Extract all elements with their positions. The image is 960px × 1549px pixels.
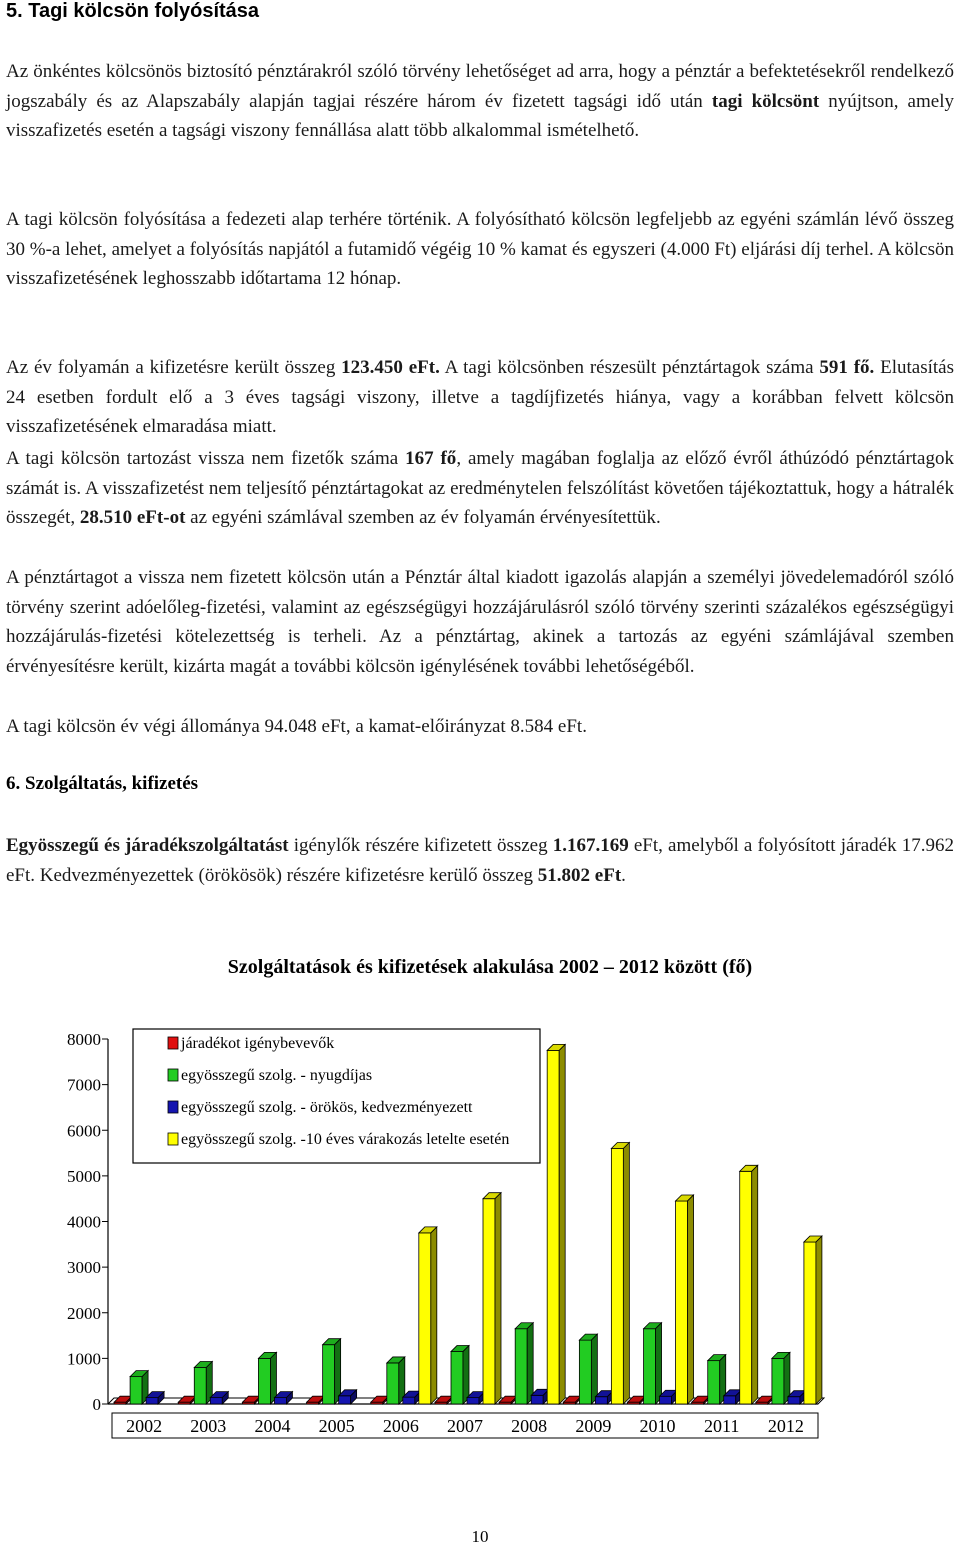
legend-swatch: [168, 1037, 178, 1049]
bar-side-4-2011: [752, 1165, 758, 1404]
bar-3-2006: [403, 1397, 415, 1404]
y-tick-label: 8000: [67, 1030, 101, 1049]
y-tick-label: 6000: [67, 1121, 101, 1141]
legend-swatch: [168, 1101, 178, 1113]
y-tick-label: 7000: [67, 1075, 101, 1095]
x-tick-label: 2010: [639, 1416, 676, 1436]
bar-3-2007: [467, 1398, 479, 1404]
section-6-title: 6. Szolgáltatás, kifizetés: [6, 773, 199, 794]
page-number: 10: [471, 1527, 489, 1546]
section-5-paragraph-1: Az önkéntes kölcsönös biztosító pénztárakról szóló törvény lehetőséget ad arra, hogy a pénztár a befektetésekről rendelkező jogszabály és az Alapszabály alapján tagjai részére három év fizetett tagsági idő után tagi kölcsönt nyújtson, amely visszafizetés esetén a tagsági viszony fennállása alatt több alkalommal ismételhető.: [6, 61, 954, 141]
bar-2-2009: [579, 1340, 591, 1404]
legend-label: egyösszegű szolg. - örökös, kedvezményezett: [181, 1099, 473, 1116]
section-5-paragraph-3: Az év folyamán a kifizetésre került összeg 123.450 eFt. A tagi kölcsönben részesült pénztártagok száma 591 fő. Elutasítás 24 esetben fordult elő a 3 éves tagsági viszony, illetve a tagdíjfizetés hiánya, vagy a korábban felvett kölcsön visszafizetésének elmaradása miatt.: [6, 357, 954, 437]
bar-4-2012: [804, 1242, 816, 1404]
bar-3-2011: [724, 1396, 736, 1404]
x-tick-label: 2004: [254, 1416, 291, 1436]
bar-side-2-2007: [463, 1346, 469, 1404]
bar-side-4-2008: [559, 1044, 565, 1404]
bar-2-2012: [772, 1358, 784, 1404]
bar-4-2008: [547, 1050, 559, 1404]
section-6-paragraph-1: Egyösszegű és járadékszolgáltatást igénylők részére kifizetett összeg 1.167.169 eFt, amelyből a folyósított járadék 17.962 eFt. Kedvezményezettek (örökösök) részére kifizetésre kerülő összeg 51.802 eFt.: [6, 835, 954, 886]
bar-3-2010: [660, 1396, 672, 1404]
y-tick-label: 5000: [67, 1166, 101, 1186]
legend-swatch: [168, 1069, 178, 1081]
bar-3-2009: [595, 1397, 607, 1404]
x-tick-label: 2006: [382, 1416, 419, 1436]
y-tick-label: 4000: [67, 1212, 101, 1232]
bar-2-2011: [708, 1361, 720, 1404]
bar-side-2-2009: [591, 1334, 597, 1404]
bar-3-2003: [210, 1398, 222, 1404]
x-tick-label: 2005: [318, 1416, 355, 1436]
bar-4-2006: [419, 1233, 431, 1404]
section-5-title: 5. Tagi kölcsön folyósítása: [6, 0, 260, 22]
bar-4-2011: [740, 1171, 752, 1404]
x-tick-label: 2007: [447, 1416, 483, 1436]
bar-2-2003: [194, 1368, 206, 1405]
legend-label: egyösszegű szolg. -10 éves várakozás letelte esetén: [181, 1131, 510, 1148]
legend-swatch: [168, 1133, 178, 1145]
y-tick-label: 3000: [67, 1258, 101, 1278]
section-5-paragraph-5: A pénztártagot a vissza nem fizetett kölcsön után a Pénztár által kiadott igazolás alapján a személyi jövedelemadóról szóló törvény szerint adóelőleg-fizetési, valamint az egészségügyi hozzájárulásról szóló törvény szerinti százalékos egészségügyi hozzájárulás-fizetési kötelezettség is terheli. Az a pénztártag, akinek a tartozás az egyéni számlájával szemben érvényesítésre került, kizárta magát a további kölcsön igénylésének további lehetőségéből.: [6, 567, 954, 677]
bar-4-2007: [483, 1199, 495, 1404]
bar-side-4-2010: [688, 1195, 694, 1404]
bar-2-2010: [644, 1329, 656, 1404]
section-5-paragraph-4: A tagi kölcsön tartozást vissza nem fizetők száma 167 fő, amely magában foglalja az előző évről áthúzódó pénztártagok számát is. A visszafizetést nem teljesítő pénztártagokat az eredménytelen felszólítást követően tájékoztattuk, hogy a hátralék összegét, 28.510 eFt-ot az egyéni számlával szemben az év folyamán érvényesítettük.: [6, 448, 954, 528]
legend-label: egyösszegű szolg. - nyugdíjas: [181, 1067, 373, 1084]
bar-side-4-2012: [816, 1236, 822, 1404]
x-tick-label: 2008: [511, 1416, 548, 1436]
x-tick-label: 2002: [126, 1416, 163, 1436]
bar-2-2004: [258, 1358, 270, 1404]
x-tick-label: 2011: [704, 1416, 740, 1436]
bar-3-2008: [531, 1395, 543, 1404]
bar-side-4-2009: [623, 1143, 629, 1405]
section-5-paragraph-6: A tagi kölcsön év végi állománya 94.048 eFt, a kamat-előirányzat 8.584 eFt.: [6, 716, 587, 737]
x-tick-label: 2003: [190, 1416, 227, 1436]
legend-label: járadékot igénybevevők: [181, 1035, 335, 1052]
bar-3-2002: [146, 1398, 158, 1404]
y-tick-label: 0: [92, 1395, 101, 1414]
bar-2-2002: [130, 1377, 142, 1404]
x-tick-label: 2012: [767, 1416, 804, 1436]
bar-side-2-2008: [527, 1323, 533, 1404]
bar-side-4-2006: [431, 1227, 437, 1404]
y-tick-label: 2000: [67, 1303, 101, 1323]
bar-side-2-2010: [656, 1323, 662, 1404]
bar-2-2005: [323, 1345, 335, 1404]
section-5-paragraph-2: A tagi kölcsön folyósítása a fedezeti alap terhére történik. A folyósítható kölcsön legfeljebb az egyéni számlán lévő összeg 30 %-a lehet, amelyet a folyósítás napjától a futamidő végéig 10 % kamat és egyszeri (4.000 Ft) eljárási díj terhel. A kölcsön visszafizetésének leghosszabb időtartama 12 hónap.: [6, 209, 954, 289]
y-tick-label: 1000: [67, 1349, 101, 1369]
bar-3-2012: [788, 1397, 800, 1404]
chart-title: Szolgáltatások és kifizetések alakulása 2002 – 2012 között (fő): [227, 956, 753, 978]
bar-3-2005: [339, 1396, 351, 1404]
bar-side-4-2007: [495, 1193, 501, 1404]
bar-2-2008: [515, 1329, 527, 1404]
bar-3-2004: [274, 1398, 286, 1404]
bar-4-2010: [676, 1201, 688, 1404]
bar-2-2006: [387, 1363, 399, 1404]
x-tick-label: 2009: [575, 1416, 612, 1436]
bar-4-2009: [611, 1149, 623, 1405]
bar-2-2007: [451, 1352, 463, 1404]
